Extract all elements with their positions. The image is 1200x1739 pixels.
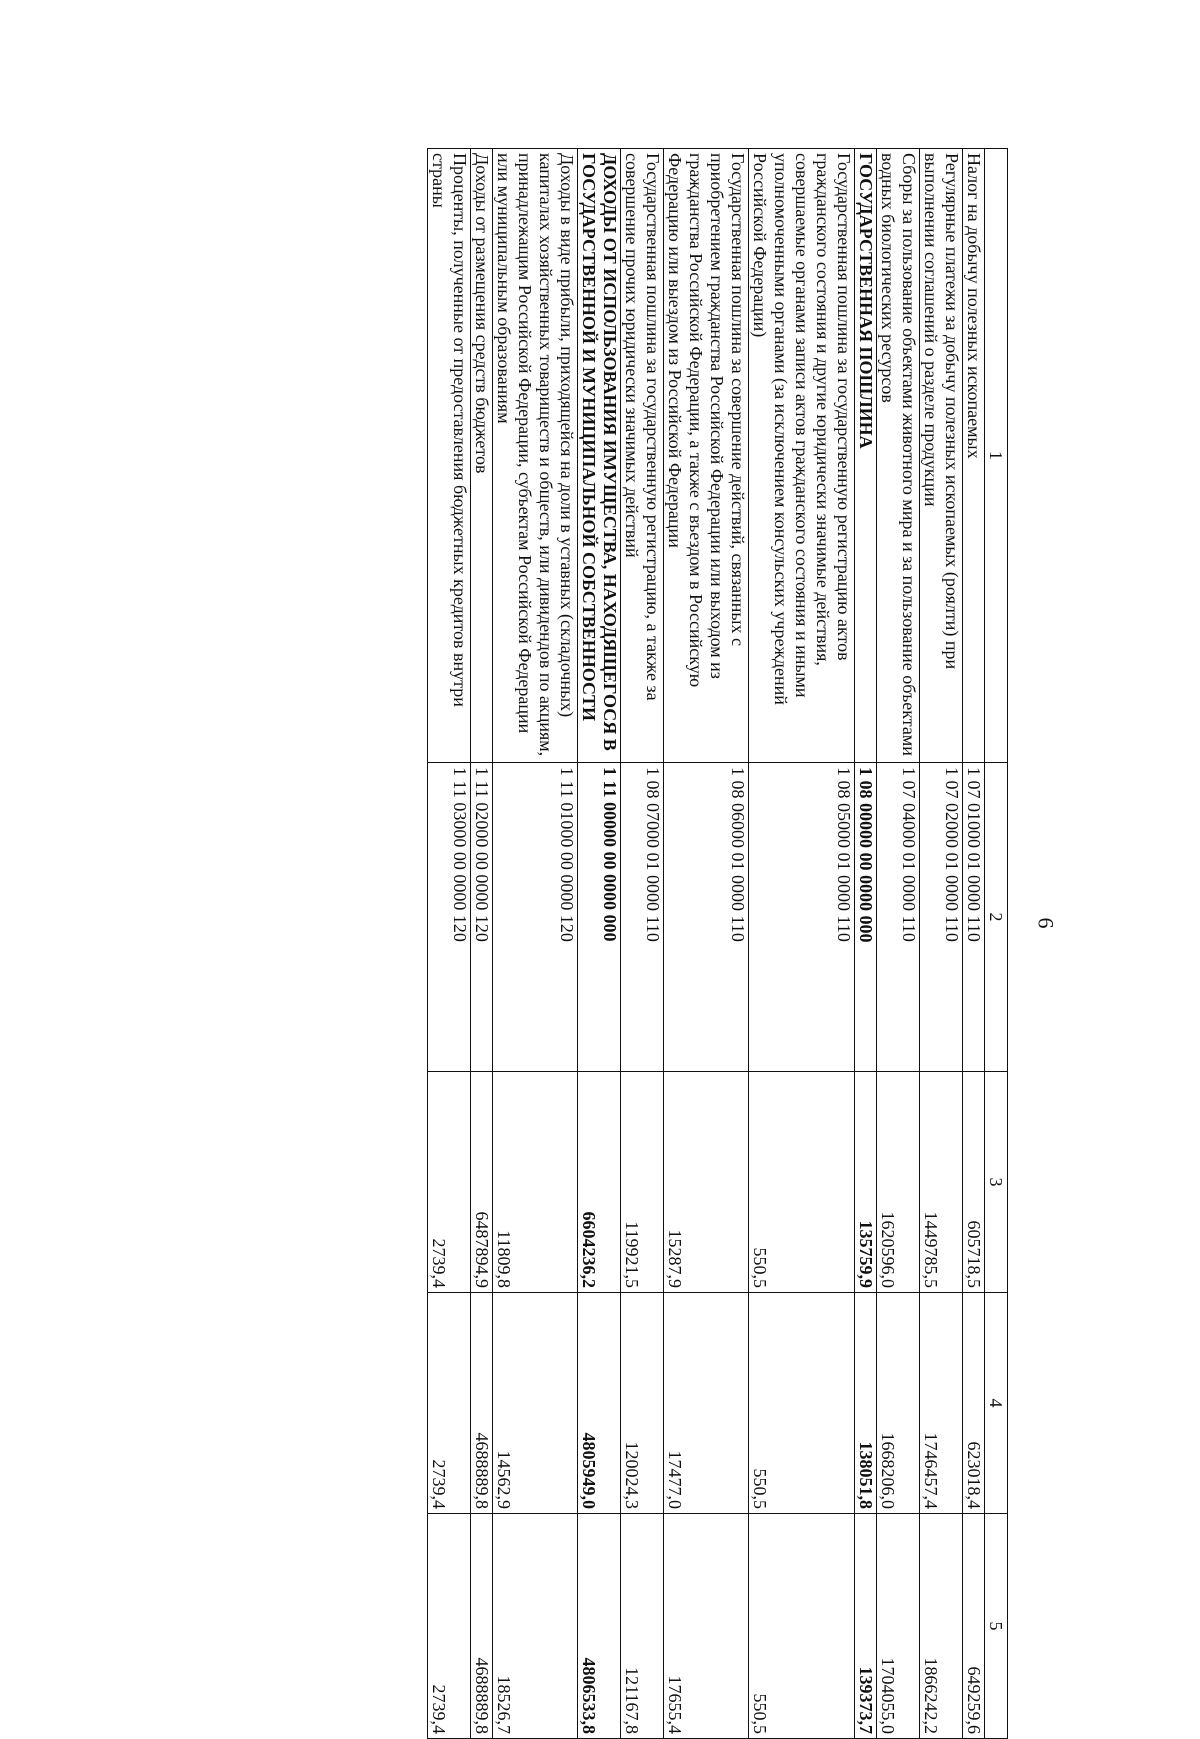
row-name-cell: Государственная пошлина за государственную регистрацию актов гражданского состояния и другие юридически значимые действия, совершаемые органами записи актов гражданского состояния и иными уполномоченными органами (за исключением консульских учреждений Российской Федерации) <box>749 149 855 763</box>
row-code-cell: 1 11 03000 00 0000 120 <box>428 763 471 1072</box>
row-name-cell: Проценты, полученные от предоставления бюджетных кредитов внутри страны <box>428 149 471 763</box>
row-value-col3: 15287,9 <box>664 1072 749 1293</box>
header-row <box>985 149 1008 1739</box>
row-code-cell: 1 08 00000 00 0000 000 <box>855 763 877 1072</box>
revenue-table <box>427 148 1008 1739</box>
row-name-cell: Сборы за пользование объектами животного мира и за пользование объектами водных биологических ресурсов <box>877 149 920 763</box>
row-value-col5: 17655,4 <box>664 1514 749 1739</box>
row-value-col5: 18526,7 <box>493 1514 578 1739</box>
row-code-cell: 1 08 06000 01 0000 110 <box>664 763 749 1072</box>
table-row <box>578 149 621 1739</box>
row-name-cell: Доходы в виде прибыли, приходящейся на доли в уставных (складочных) капиталах хозяйственных товариществ и обществ, или дивидендов по акциям, принадлежащим Российской Федерации, субъектам Российской Федерации или муниципальным образованиям <box>493 149 578 763</box>
row-code-cell: 1 11 00000 00 0000 000 <box>578 763 621 1072</box>
row-value-col3: 119921,5 <box>621 1072 664 1293</box>
revenue-table-container <box>193 148 1008 1734</box>
row-value-col3: 1449785,5 <box>920 1072 963 1293</box>
table-row <box>749 149 855 1739</box>
row-name-cell: Государственная пошлина за государственную регистрацию, а также за совершение прочих юридически значимых действий <box>621 149 664 763</box>
row-name-cell: Регулярные платежи за добычу полезных ископаемых (роялти) при выполнении соглашений о разделе продукции <box>920 149 963 763</box>
row-value-col4: 4805949,0 <box>578 1293 621 1514</box>
row-value-col3: 6604236,2 <box>578 1072 621 1293</box>
row-code-cell: 1 11 01000 00 0000 120 <box>493 763 578 1072</box>
row-value-col4: 1668206,0 <box>877 1293 920 1514</box>
row-value-col5: 1866242,2 <box>920 1514 963 1739</box>
row-code-cell: 1 07 04000 01 0000 110 <box>877 763 920 1072</box>
table-row <box>471 149 493 1739</box>
table-row <box>855 149 877 1739</box>
table-row <box>428 149 471 1739</box>
table-row <box>664 149 749 1739</box>
row-code-cell: 1 07 02000 01 0000 110 <box>920 763 963 1072</box>
row-value-col5: 4688889,8 <box>471 1514 493 1739</box>
header-col-2: 2 <box>985 763 1008 1072</box>
row-value-col5: 4806533,8 <box>578 1514 621 1739</box>
table-row <box>920 149 963 1739</box>
header-col-1: 1 <box>985 149 1008 763</box>
row-value-col4: 14562,9 <box>493 1293 578 1514</box>
table-row <box>493 149 578 1739</box>
row-code-cell: 1 08 05000 01 0000 110 <box>749 763 855 1072</box>
row-value-col3: 550,5 <box>749 1072 855 1293</box>
row-name-cell: Налог на добычу полезных ископаемых <box>963 149 985 763</box>
row-code-cell: 1 07 01000 01 0000 110 <box>963 763 985 1072</box>
table-row <box>877 149 920 1739</box>
row-value-col5: 121167,8 <box>621 1514 664 1739</box>
row-value-col4: 17477,0 <box>664 1293 749 1514</box>
row-value-col3: 135759,9 <box>855 1072 877 1293</box>
row-value-col3: 6487894,9 <box>471 1072 493 1293</box>
row-value-col3: 1620596,0 <box>877 1072 920 1293</box>
page-number: 6 <box>1033 917 1059 929</box>
row-value-col4: 550,5 <box>749 1293 855 1514</box>
row-value-col5: 1704055,0 <box>877 1514 920 1739</box>
row-value-col5: 649259,6 <box>963 1514 985 1739</box>
row-value-col3: 605718,5 <box>963 1072 985 1293</box>
row-value-col4: 2739,4 <box>428 1293 471 1514</box>
row-value-col5: 550,5 <box>749 1514 855 1739</box>
row-code-cell: 1 08 07000 01 0000 110 <box>621 763 664 1072</box>
header-col-5: 5 <box>985 1514 1008 1739</box>
row-name-cell: ГОСУДАРСТВЕННАЯ ПОШЛИНА <box>855 149 877 763</box>
row-value-col4: 623018,4 <box>963 1293 985 1514</box>
row-name-cell: ДОХОДЫ ОТ ИСПОЛЬЗОВАНИЯ ИМУЩЕСТВА, НАХОДЯЩЕГОСЯ В ГОСУДАРСТВЕННОЙ И МУНИЦИПАЛЬНОЙ СОБСТВЕННОСТИ <box>578 149 621 763</box>
header-col-4: 4 <box>985 1293 1008 1514</box>
table-row <box>963 149 985 1739</box>
row-value-col3: 11809,8 <box>493 1072 578 1293</box>
row-value-col5: 2739,4 <box>428 1514 471 1739</box>
row-value-col4: 138051,8 <box>855 1293 877 1514</box>
row-name-cell: Государственная пошлина за совершение действий, связанных с приобретением гражданства Российской Федерации или выходом из гражданства Российской Федерации, а также с въездом в Российскую Федерацию или выездом из Российской Федерации <box>664 149 749 763</box>
row-value-col3: 2739,4 <box>428 1072 471 1293</box>
row-name-cell: Доходы от размещения средств бюджетов <box>471 149 493 763</box>
row-code-cell: 1 11 02000 00 0000 120 <box>471 763 493 1072</box>
row-value-col5: 139373,7 <box>855 1514 877 1739</box>
row-value-col4: 120024,3 <box>621 1293 664 1514</box>
row-value-col4: 4688889,8 <box>471 1293 493 1514</box>
table-row <box>621 149 664 1739</box>
header-col-3: 3 <box>985 1072 1008 1293</box>
row-value-col4: 1746457,4 <box>920 1293 963 1514</box>
